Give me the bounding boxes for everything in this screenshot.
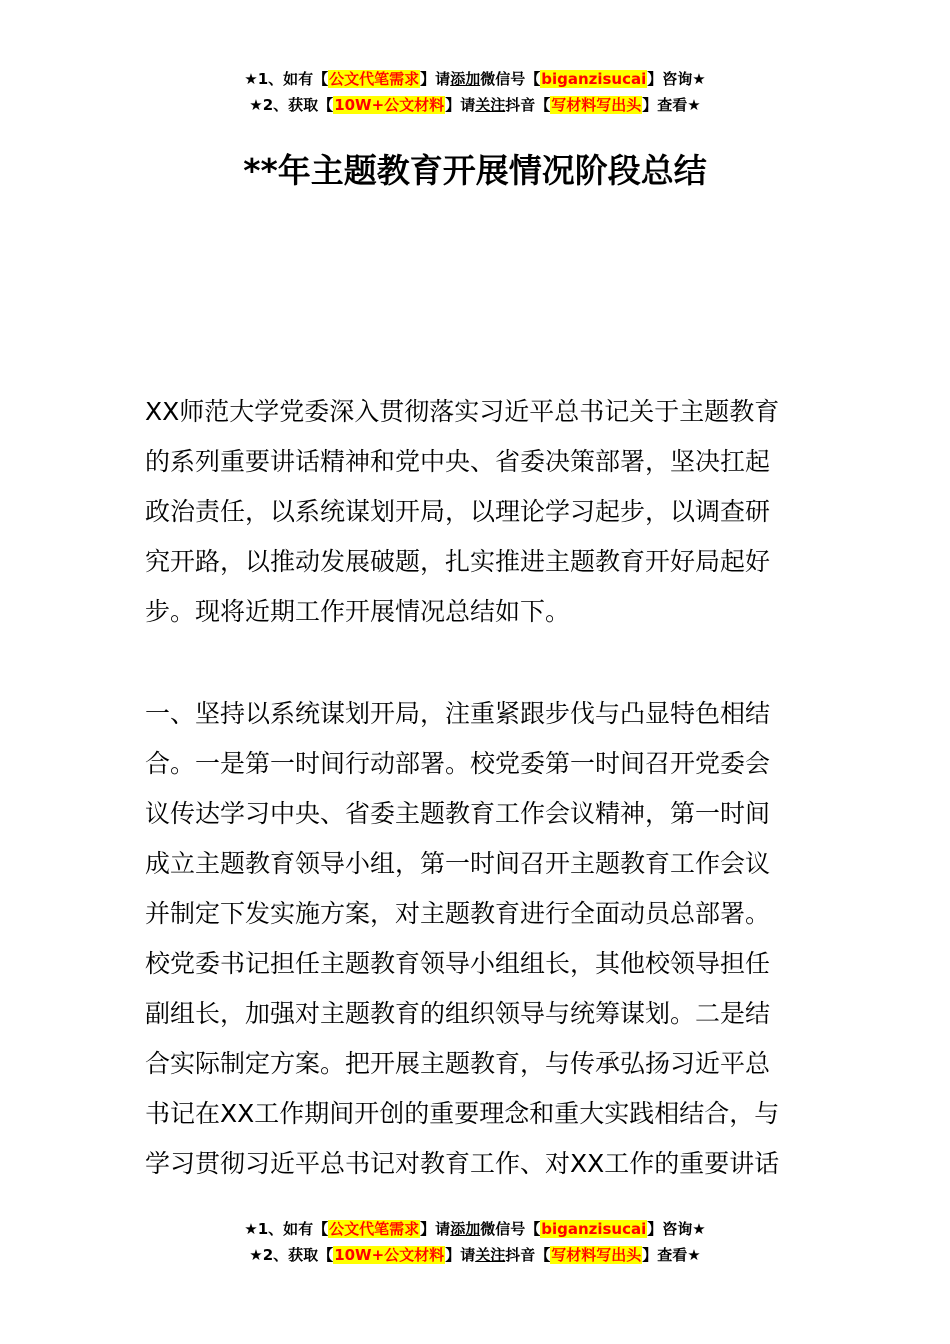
paragraph-line: 合。一是第一时间行动部署。校党委第一时间召开党委会	[145, 749, 771, 778]
document-title: **年主题教育开展情况阶段总结	[243, 151, 707, 190]
paragraph-line: 副组长，加强对主题教育的组织领导与统筹谋划。二是结	[145, 999, 771, 1028]
paragraph-line: 学习贯彻习近平总书记对教育工作、对XX工作的重要讲话	[145, 1149, 780, 1178]
promo-text: 】查看★	[642, 1246, 701, 1264]
promo-emphasis: 关注	[475, 96, 506, 114]
paragraph-line: 并制定下发实施方案，对主题教育进行全面动员总部署。	[145, 899, 771, 928]
promo-text: 抖音【	[505, 96, 551, 114]
promo-text: ★1、如有【	[244, 70, 329, 88]
promo-highlight: 公文代笔需求	[329, 1220, 420, 1238]
promo-line-2	[0, 92, 950, 118]
paragraph-line: XX师范大学党委深入贯彻落实习近平总书记关于主题教育	[145, 397, 780, 426]
promo-text: 】查看★	[642, 96, 701, 114]
paragraph-line: 成立主题教育领导小组，第一时间召开主题教育工作会议	[145, 849, 771, 878]
promo-wechat-id: biganzisucai	[541, 70, 647, 88]
promo-text: 抖音【	[505, 1246, 551, 1264]
promo-text: ★1、如有【	[244, 1220, 329, 1238]
paragraph-line: 校党委书记担任主题教育领导小组组长，其他校领导担任	[145, 949, 771, 978]
promo-text: ★2、获取【	[249, 96, 334, 114]
paragraph-line: 合实际制定方案。把开展主题教育，与传承弘扬习近平总	[145, 1049, 771, 1078]
promo-highlight: 公文代笔需求	[329, 70, 420, 88]
intro-paragraph	[145, 387, 809, 637]
paragraph-line: 政治责任，以系统谋划开局，以理论学习起步，以调查研	[145, 497, 771, 526]
promo-line-1	[0, 1216, 950, 1242]
promo-emphasis: 关注	[475, 1246, 506, 1264]
section-one-paragraph	[145, 689, 809, 1189]
promo-text: ★2、获取【	[249, 1246, 334, 1264]
paragraph-line: 议传达学习中央、省委主题教育工作会议精神，第一时间	[145, 799, 771, 828]
promo-text: 】请	[445, 96, 476, 114]
paragraph-line: 究开路，以推动发展破题，扎实推进主题教育开好局起好	[145, 547, 771, 576]
promo-text: 微信号【	[480, 1220, 541, 1238]
promo-wechat-id: biganzisucai	[541, 1220, 647, 1238]
footer-promo-banner	[0, 1216, 950, 1268]
promo-line-1	[0, 66, 950, 92]
promo-emphasis: 添加	[450, 70, 481, 88]
paragraph-line: 一、坚持以系统谋划开局，注重紧跟步伐与凸显特色相结	[145, 699, 771, 728]
promo-text: 微信号【	[480, 70, 541, 88]
promo-line-2	[0, 1242, 950, 1268]
promo-text: 】请	[420, 70, 451, 88]
promo-emphasis: 添加	[450, 1220, 481, 1238]
paragraph-line: 书记在XX工作期间开创的重要理念和重大实践相结合，与	[145, 1099, 780, 1128]
promo-text: 】咨询★	[647, 70, 706, 88]
promo-highlight: 10W+公文材料	[334, 96, 445, 114]
promo-text: 】咨询★	[647, 1220, 706, 1238]
paragraph-line: 步。现将近期工作开展情况总结如下。	[145, 597, 571, 626]
promo-text: 】请	[445, 1246, 476, 1264]
promo-douyin-id: 写材料写出头	[551, 96, 642, 114]
promo-highlight: 10W+公文材料	[334, 1246, 445, 1264]
paragraph-line: 的系列重要讲话精神和党中央、省委决策部署，坚决扛起	[145, 447, 771, 476]
header-promo-banner	[0, 66, 950, 118]
promo-text: 】请	[420, 1220, 451, 1238]
promo-douyin-id: 写材料写出头	[551, 1246, 642, 1264]
